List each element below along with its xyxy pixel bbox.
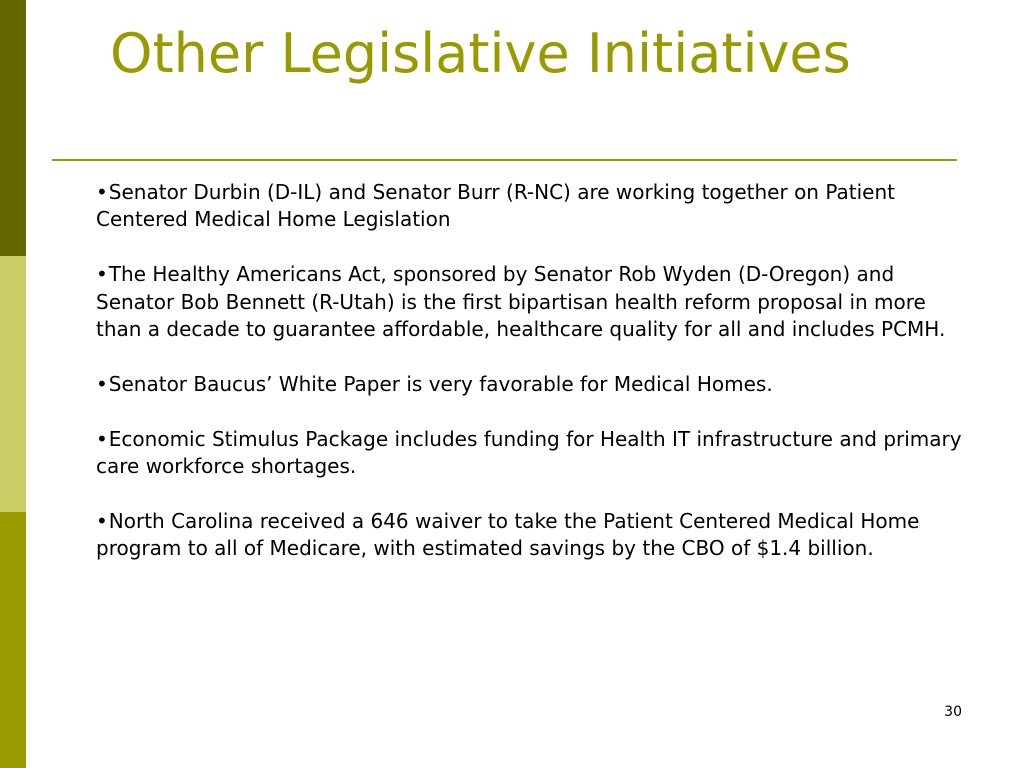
sidebar-stripe-bottom [0,512,26,768]
bullet-item-economic-stimulus [96,426,976,481]
bullet-text: Senator Durbin (D-IL) and Senator Burr (R-NC) are working together on Patient Centered Medical Home Legislation [96,180,895,232]
bullet-item-durbin-burr [96,179,976,234]
bullet-marker: • [96,508,108,533]
bullet-marker: • [96,426,108,451]
bullet-text: Economic Stimulus Package includes funding for Health IT infrastructure and primary care workforce shortages. [96,426,962,479]
bullet-item-baucus-white-paper [96,371,976,398]
bullet-text: The Healthy Americans Act, sponsored by Senator Rob Wyden (D-Oregon) and Senator Bob Bennett (R-Utah) is the first bipartisan health reform proposal in more than a decade to guarantee affordable, healthcare quality for all and includes PCMH. [96,262,946,342]
bullet-text: Senator Baucus’ White Paper is very favorable for Medical Homes. [108,371,773,396]
sidebar-stripe-top [0,0,26,256]
bullet-list [96,179,976,590]
bullet-item-north-carolina-waiver [96,508,976,563]
bullet-marker: • [96,371,108,396]
bullet-item-healthy-americans-act [96,261,976,343]
sidebar-stripe-middle [0,256,26,512]
bullet-text: North Carolina received a 646 waiver to take the Patient Centered Medical Home program to all of Medicare, with estimated savings by the CBO of $1.4 billion. [96,508,920,561]
page-number: 30 [944,704,962,720]
title-divider [52,159,957,161]
bullet-marker: • [96,262,108,287]
bullet-marker: • [96,180,108,204]
slide-title: Other Legislative Initiatives [110,22,851,85]
